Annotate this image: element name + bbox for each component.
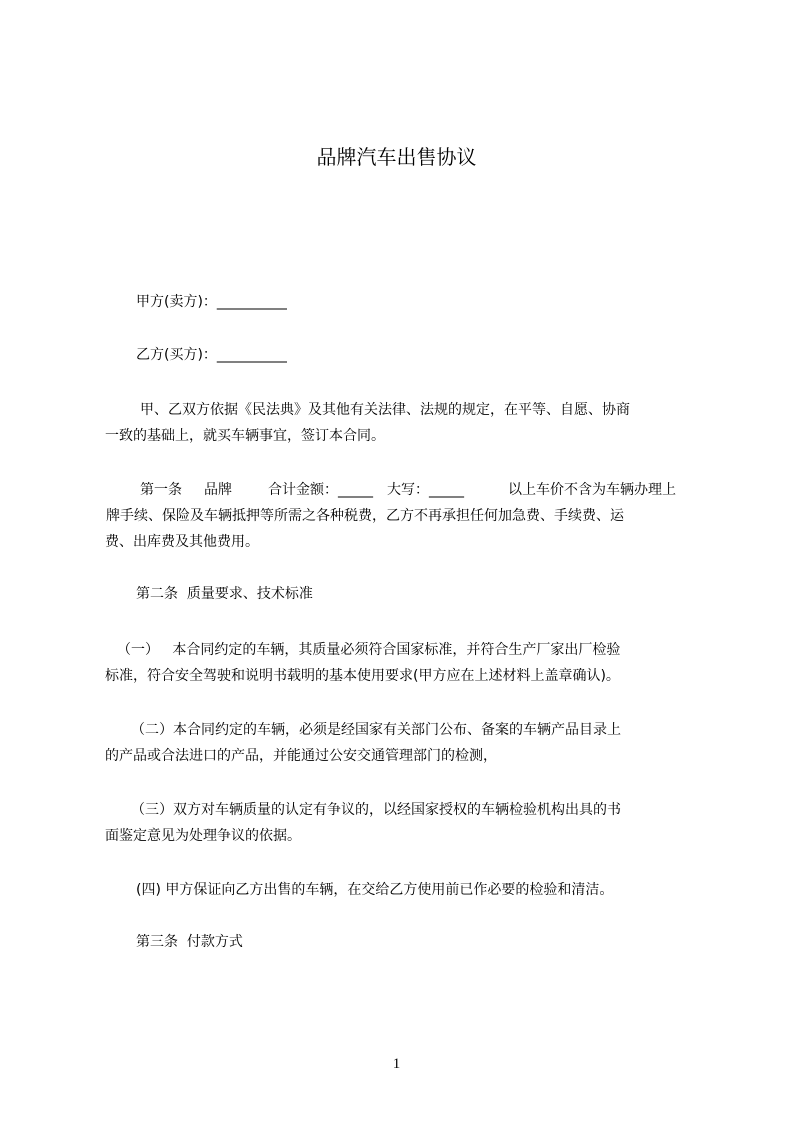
article-1-line-3: 费、出库费及其他费用。	[105, 534, 259, 550]
clause-4-line-1: (四) 甲方保证向乙方出售的车辆，在交给乙方使用前已作必要的检验和清洁。	[136, 882, 614, 898]
clause-2-line-2: 的产品或合法进口的产品，并能通过公安交通管理部门的检测，	[105, 748, 497, 764]
clause-1-line-1: （一） 本合同约定的车辆，其质量必须符合国家标准，并符合生产厂家出厂检验	[117, 642, 621, 658]
article-2-heading: 第二条 质量要求、技术标准	[136, 586, 313, 602]
article-1-brand-label: 品牌	[204, 482, 232, 498]
article-1-line-2: 牌手续、保险及车辆抵押等所需之各种税费，乙方不再承担任何加急费、手续费、运	[106, 508, 624, 524]
article-1-amount-in-words: 大写：_____	[387, 482, 464, 498]
clause-3-line-1: （三）双方对车辆质量的认定有争议的，以经国家授权的车辆检验机构出具的书	[131, 802, 621, 818]
clause-1-line-2: 标准，符合安全驾驶和说明书载明的基本使用要求(甲方应在上述材料上盖章确认)。	[105, 668, 620, 684]
page-number: 1	[392, 1056, 401, 1072]
article-3-heading: 第三条 付款方式	[136, 934, 243, 950]
clause-2-line-1: （二）本合同约定的车辆，必须是经国家有关部门公布、备案的车辆产品目录上	[131, 722, 621, 738]
article-1-heading: 第一条	[140, 482, 182, 498]
party-a-line: 甲方(卖方)：__________	[136, 294, 287, 310]
article-1-total-amount: 合计金额：_____	[268, 482, 373, 498]
document-title: 品牌汽车出售协议	[316, 145, 477, 169]
preamble-line-2: 一致的基础上，就买车辆事宜，签订本合同。	[105, 428, 385, 444]
preamble-line-1: 甲、乙双方依据《民法典》及其他有关法律、法规的规定，在平等、自愿、协商	[140, 402, 630, 418]
clause-3-line-2: 面鉴定意见为处理争议的依据。	[105, 828, 301, 844]
article-1-line-1-tail: 以上车价不含为车辆办理上	[508, 482, 676, 498]
party-b-line: 乙方(买方)：__________	[136, 347, 287, 363]
